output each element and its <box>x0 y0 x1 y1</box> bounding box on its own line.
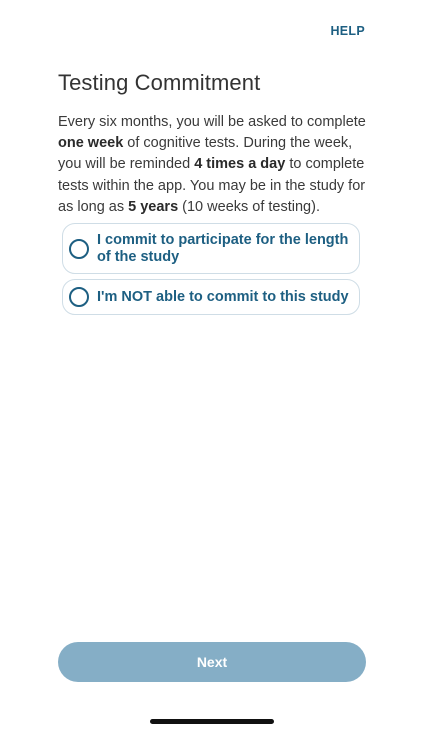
next-button[interactable]: Next <box>58 642 366 682</box>
page-title: Testing Commitment <box>58 70 261 95</box>
home-indicator <box>150 719 274 724</box>
intro-bold-one-week: one week <box>58 135 124 152</box>
intro-bold-years: 5 years <box>128 198 179 215</box>
intro-bold-times-a-day: 4 times a day <box>194 156 286 173</box>
radio-unselected-icon[interactable] <box>69 239 89 259</box>
intro-text-4: (10 weeks of testing). <box>178 198 320 215</box>
intro-text-3: to complete tests within the app. You may be in the study for as long as <box>58 156 366 215</box>
radio-unselected-icon[interactable] <box>69 287 89 307</box>
option-not-able-label: I'm NOT able to commit to this study <box>97 288 349 305</box>
option-commit[interactable] <box>62 223 360 274</box>
intro-text-2: of cognitive tests. During the week, you will be reminded <box>58 135 353 173</box>
option-commit-label: I commit to participate for the length of the study <box>97 231 349 265</box>
intro-text-1: Every six months, you will be asked to complete <box>58 114 366 130</box>
intro-paragraph <box>58 112 373 218</box>
option-not-able[interactable] <box>62 279 360 315</box>
help-link[interactable]: HELP <box>330 24 365 38</box>
